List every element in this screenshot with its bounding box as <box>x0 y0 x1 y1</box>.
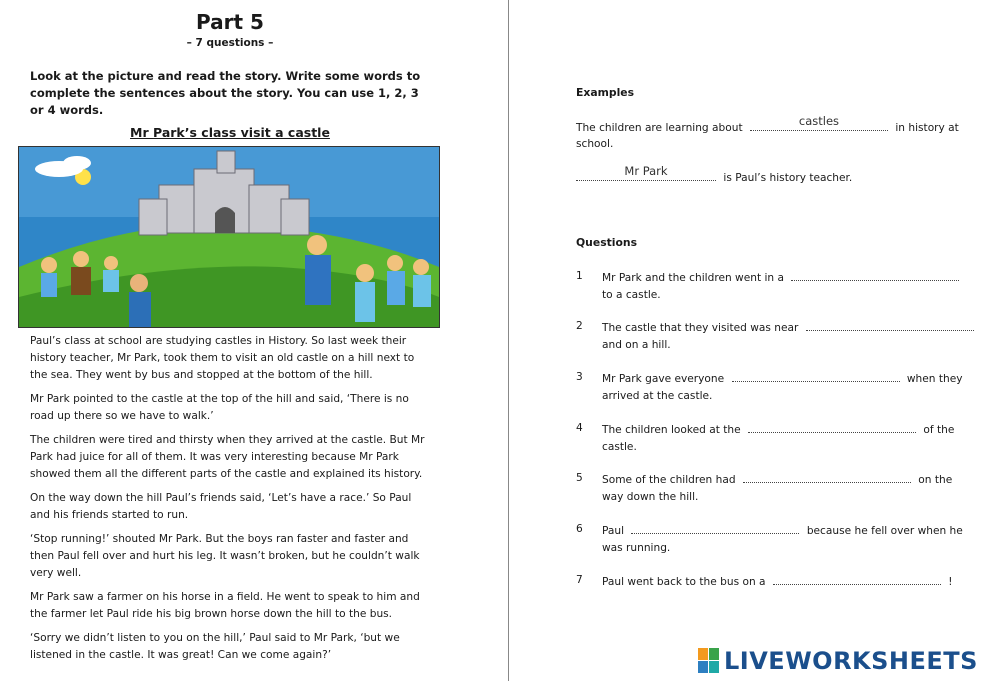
example-1-after: in history at school. <box>576 122 959 150</box>
example-2-answer-slot <box>576 164 716 181</box>
question-text-after: on the way down the hill. <box>602 474 953 503</box>
liveworksheets-logo <box>698 646 998 676</box>
instructions: Look at the picture and read the story. Write some words to complete the sentences about the story. You can use 1, 2, 3 or 4 words. <box>30 69 421 117</box>
question-number: 1 <box>576 270 583 282</box>
part-title: Part 5 <box>196 10 264 34</box>
example-2-after: is Paul’s history teacher. <box>723 172 853 184</box>
examples-heading: Examples <box>576 86 635 99</box>
story-paragraph: Paul’s class at school are studying castles in History. So last week their history teacher, Mr Park, took them to visit an old castle on a hill next to the sea. They went by bus and stopped at the bottom of the hill. <box>30 335 415 381</box>
answer-input-1[interactable] <box>791 268 959 281</box>
question-2 <box>576 318 976 354</box>
story-paragraph: Mr Park saw a farmer on his horse in a field. He went to speak to him and the farmer let Paul ride his big brown horse down the hill to the bus. <box>30 591 420 620</box>
story-title: Mr Park’s class visit a castle <box>130 125 330 140</box>
part-subtitle: – 7 questions – <box>186 37 274 49</box>
question-text-after: of the castle. <box>602 424 955 453</box>
question-number: 6 <box>576 523 583 535</box>
example-2-answer: Mr Park <box>624 164 668 178</box>
example-1-answer: castles <box>798 114 840 128</box>
example-2 <box>576 164 976 186</box>
story-paragraph: The children were tired and thirsty when they arrived at the castle. But Mr Park had juice for all of them. It was very interesting because Mr Park showed them all the different parts of the castle and explained its history. <box>30 434 425 480</box>
example-1 <box>576 114 976 152</box>
question-text-before: Mr Park and the children went in a <box>602 272 784 284</box>
answer-input-6[interactable] <box>631 521 799 534</box>
question-number: 3 <box>576 371 583 383</box>
castle-illustration <box>18 146 440 328</box>
page-divider <box>508 0 509 681</box>
answer-input-4[interactable] <box>748 420 916 433</box>
example-1-before: The children are learning about <box>576 122 743 134</box>
answer-input-3[interactable] <box>732 369 900 382</box>
question-7 <box>576 572 976 591</box>
question-text-after: to a castle. <box>602 289 661 301</box>
example-1-answer-slot <box>750 114 888 131</box>
story-paragraph: ‘Stop running!’ shouted Mr Park. But the boys ran faster and faster and then Paul fell over and hurt his leg. It wasn’t broken, but he couldn’t walk very well. <box>30 533 420 579</box>
liveworksheets-logo-text: LIVEWORKSHEETS <box>724 647 978 675</box>
question-1 <box>576 268 976 304</box>
question-number: 4 <box>576 422 583 434</box>
answer-input-5[interactable] <box>743 470 911 483</box>
question-text-after: and on a hill. <box>602 339 671 351</box>
question-number: 5 <box>576 472 583 484</box>
answer-input-7[interactable] <box>773 572 941 585</box>
questions-heading: Questions <box>576 236 638 249</box>
question-text-before: The castle that they visited was near <box>602 322 799 334</box>
question-4 <box>576 420 976 456</box>
question-text-before: Paul <box>602 525 625 537</box>
answer-input-2[interactable] <box>806 318 974 331</box>
question-text-before: Mr Park gave everyone <box>602 373 725 385</box>
story-paragraph: Mr Park pointed to the castle at the top of the hill and said, ‘There is no road up there so we have to walk.’ <box>30 393 409 422</box>
story-text <box>30 333 430 671</box>
question-number: 2 <box>576 320 583 332</box>
question-text-before: Some of the children had <box>602 474 736 486</box>
question-text-after: ! <box>948 576 953 588</box>
question-6 <box>576 521 976 557</box>
question-number: 7 <box>576 574 583 586</box>
question-text-after: because he fell over when he was running. <box>602 525 963 554</box>
story-paragraph: On the way down the hill Paul’s friends said, ‘Let’s have a race.’ So Paul and his friends started to run. <box>30 492 412 521</box>
question-text-before: Paul went back to the bus on a <box>602 576 766 588</box>
liveworksheets-logo-icon <box>698 648 720 674</box>
question-5 <box>576 470 976 506</box>
question-3 <box>576 369 976 405</box>
question-text-after: when they arrived at the castle. <box>602 373 963 402</box>
story-paragraph: ‘Sorry we didn’t listen to you on the hill,’ Paul said to Mr Park, ‘but we listened in the castle. It was great! Can we come again?’ <box>30 632 400 661</box>
question-text-before: The children looked at the <box>602 424 741 436</box>
